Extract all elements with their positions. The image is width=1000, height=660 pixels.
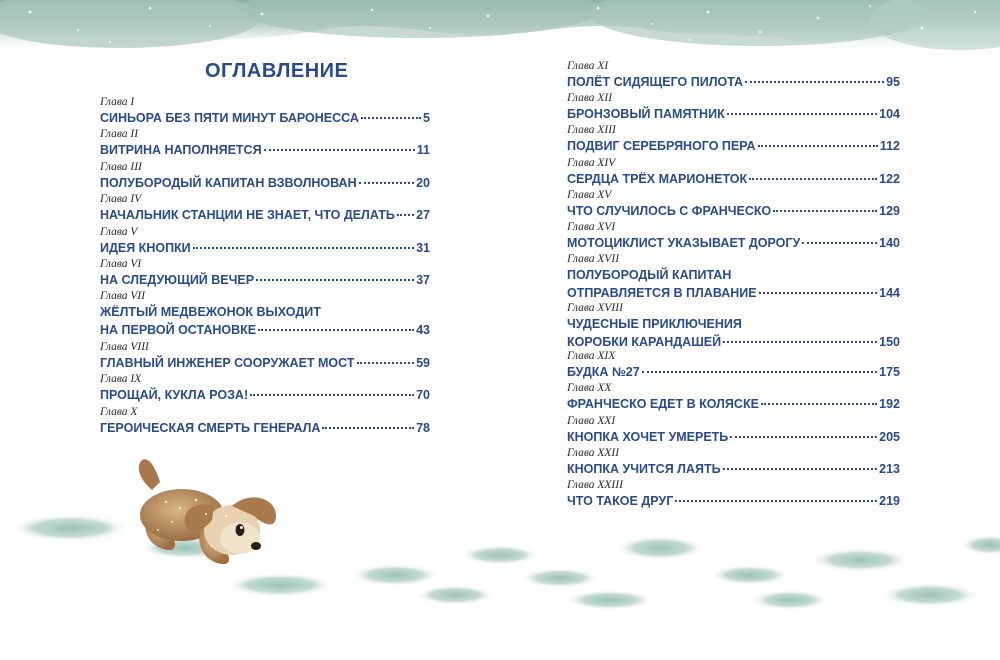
dot-leader xyxy=(758,145,878,147)
chapter-title: ПОЛУБОРОДЫЙ КАПИТАН xyxy=(567,268,732,283)
dot-leader xyxy=(642,371,877,373)
page-number: 140 xyxy=(879,235,900,250)
chapter-label: Глава XIII xyxy=(567,124,616,137)
page-number: 78 xyxy=(416,420,430,435)
chapter-label: Глава IV xyxy=(100,193,142,206)
page-number: 27 xyxy=(416,208,430,223)
page-number: 104 xyxy=(879,107,900,122)
toc-entry[interactable] xyxy=(567,478,900,510)
chapter-title: ПОДВИГ СЕРЕБРЯНОГО ПЕРА xyxy=(567,139,756,154)
chapter-title: СЕРДЦА ТРЁХ МАРИОНЕТОК xyxy=(567,171,748,186)
toc-entry[interactable] xyxy=(567,59,900,91)
toc-entry[interactable] xyxy=(100,95,430,127)
dot-leader xyxy=(745,81,884,83)
dot-leader xyxy=(727,113,877,115)
chapter-label: Глава IX xyxy=(100,373,142,386)
chapter-title: МОТОЦИКЛИСТ УКАЗЫВАЕТ ДОРОГУ xyxy=(567,235,801,250)
chapter-title: БУДКА №27 xyxy=(567,365,640,380)
page-title: ОГЛАВЛЕНИЕ xyxy=(205,60,349,82)
page-number: 213 xyxy=(879,461,900,476)
toc-entry[interactable] xyxy=(100,340,430,372)
chapter-label: Глава XXI xyxy=(567,414,616,427)
page-number: 37 xyxy=(416,272,430,287)
chapter-label: Глава X xyxy=(100,405,138,418)
chapter-title-continued: ОТПРАВЛЯЕТСЯ В ПЛАВАНИЕ xyxy=(567,286,757,301)
chapter-title: НАЧАЛЬНИК СТАНЦИИ НЕ ЗНАЕТ, ЧТО ДЕЛАТЬ xyxy=(100,208,395,223)
toc-entry[interactable] xyxy=(100,192,430,224)
dot-leader xyxy=(359,182,414,184)
dot-leader xyxy=(730,436,877,438)
chapter-title: КНОПКА ХОЧЕТ УМЕРЕТЬ xyxy=(567,429,729,444)
dot-leader xyxy=(258,329,414,331)
dot-leader xyxy=(773,210,877,212)
chapter-title-continued: КОРОБКИ КАРАНДАШЕЙ xyxy=(567,334,722,349)
chapter-label: Глава VI xyxy=(100,257,142,270)
page-number: 175 xyxy=(879,365,900,380)
chapter-title: ЖЁЛТЫЙ МЕДВЕЖОНОК ВЫХОДИТ xyxy=(100,305,321,320)
chapter-title: ПРОЩАЙ, КУКЛА РОЗА! xyxy=(100,388,249,403)
chapter-title: ЧУДЕСНЫЕ ПРИКЛЮЧЕНИЯ xyxy=(567,316,742,331)
chapter-label: Глава XIX xyxy=(567,350,616,363)
toc-entry[interactable] xyxy=(100,160,430,192)
chapter-title: ЧТО СЛУЧИЛОСЬ С ФРАНЧЕСКО xyxy=(567,203,772,218)
toc-entry[interactable] xyxy=(567,414,900,446)
chapter-title: БРОНЗОВЫЙ ПАМЯТНИК xyxy=(567,107,725,122)
chapter-label: Глава XXII xyxy=(567,446,620,459)
chapter-label: Глава XVI xyxy=(567,220,616,233)
page-number: 59 xyxy=(416,355,430,370)
chapter-title: ВИТРИНА НАПОЛНЯЕТСЯ xyxy=(100,143,262,158)
dot-leader xyxy=(749,178,877,180)
chapter-label: Глава II xyxy=(100,128,139,141)
page-number: 150 xyxy=(879,334,900,349)
chapter-label: Глава XI xyxy=(567,60,609,72)
chapter-label: Глава III xyxy=(100,160,142,173)
chapter-title: ГЛАВНЫЙ ИНЖЕНЕР СООРУЖАЕТ МОСТ xyxy=(100,355,355,370)
toc-entry[interactable] xyxy=(567,252,900,301)
toc-entry[interactable] xyxy=(567,156,900,188)
chapter-title: ФРАНЧЕСКО ЕДЕТ В КОЛЯСКЕ xyxy=(567,397,759,412)
dot-leader xyxy=(759,292,878,294)
toc-entry[interactable] xyxy=(100,257,430,289)
dot-leader xyxy=(723,468,878,470)
dot-leader xyxy=(264,149,415,151)
chapter-label: Глава VII xyxy=(100,290,146,303)
chapter-title: ПОЛУБОРОДЫЙ КАПИТАН ВЗВОЛНОВАН xyxy=(100,175,357,190)
snowy-sky-icon xyxy=(0,0,1000,55)
chapter-label: Глава XII xyxy=(567,92,613,105)
chapter-title: ГЕРОИЧЕСКАЯ СМЕРТЬ ГЕНЕРАЛА xyxy=(100,420,321,435)
dot-leader xyxy=(802,242,877,244)
chapter-label: Глава XVII xyxy=(567,253,620,266)
page-number: 205 xyxy=(879,429,900,444)
chapter-label: Глава XXIII xyxy=(567,478,623,491)
chapter-label: Глава V xyxy=(100,225,138,238)
toc-entry[interactable] xyxy=(567,188,900,220)
page-number: 11 xyxy=(416,143,430,158)
chapter-title: НА СЛЕДУЮЩИЙ ВЕЧЕР xyxy=(100,272,255,287)
toc-entry[interactable] xyxy=(567,349,900,381)
toc-entry[interactable] xyxy=(567,91,900,123)
page-number: 70 xyxy=(416,388,430,403)
toc-column-left xyxy=(100,95,430,437)
page-number: 95 xyxy=(886,75,900,89)
chapter-label: Глава XIV xyxy=(567,156,616,169)
toc-column-right xyxy=(567,59,900,510)
toc-entry[interactable] xyxy=(567,381,900,413)
dot-leader xyxy=(361,117,421,119)
page-number: 43 xyxy=(416,323,430,338)
dot-leader xyxy=(397,214,414,216)
page-number: 192 xyxy=(879,397,900,412)
toc-entry[interactable] xyxy=(100,127,430,159)
dot-leader xyxy=(761,403,877,405)
toc-entry[interactable] xyxy=(100,289,430,339)
chapter-label: Глава XX xyxy=(567,382,612,395)
toc-entry[interactable] xyxy=(100,225,430,257)
page-number: 20 xyxy=(416,175,430,190)
toc-entry[interactable] xyxy=(567,446,900,478)
page-number: 122 xyxy=(879,171,900,186)
chapter-label: Глава XVIII xyxy=(567,301,623,314)
chapter-title: КНОПКА УЧИТСЯ ЛАЯТЬ xyxy=(567,461,721,476)
dot-leader xyxy=(193,247,414,249)
dot-leader xyxy=(357,362,415,364)
dot-leader xyxy=(723,341,877,343)
chapter-title: СИНЬОРА БЕЗ ПЯТИ МИНУТ БАРОНЕССА xyxy=(100,111,359,125)
chapter-label: Глава VIII xyxy=(100,340,149,353)
page-number: 219 xyxy=(879,493,900,508)
page-number: 129 xyxy=(879,203,900,218)
toc-entry[interactable] xyxy=(567,301,900,350)
chapter-title: ПОЛЁТ СИДЯЩЕГО ПИЛОТА xyxy=(567,75,744,89)
dot-leader xyxy=(322,427,414,429)
toc-entry[interactable] xyxy=(567,220,900,252)
chapter-title-continued: НА ПЕРВОЙ ОСТАНОВКЕ xyxy=(100,323,257,338)
toc-entry[interactable] xyxy=(100,372,430,404)
page-number: 112 xyxy=(879,139,900,154)
page-number: 5 xyxy=(423,111,430,125)
chapter-title: ИДЕЯ КНОПКИ xyxy=(100,240,191,255)
toc-entry[interactable] xyxy=(567,123,900,155)
dot-leader xyxy=(256,279,414,281)
chapter-label: Глава XV xyxy=(567,188,612,201)
page-number: 31 xyxy=(416,240,430,255)
dot-leader xyxy=(675,500,877,502)
chapter-label: Глава I xyxy=(100,96,135,108)
page-number: 144 xyxy=(879,286,900,301)
dot-leader xyxy=(250,394,414,396)
chapter-title: ЧТО ТАКОЕ ДРУГ xyxy=(567,493,674,508)
toc-entry[interactable] xyxy=(100,405,430,437)
